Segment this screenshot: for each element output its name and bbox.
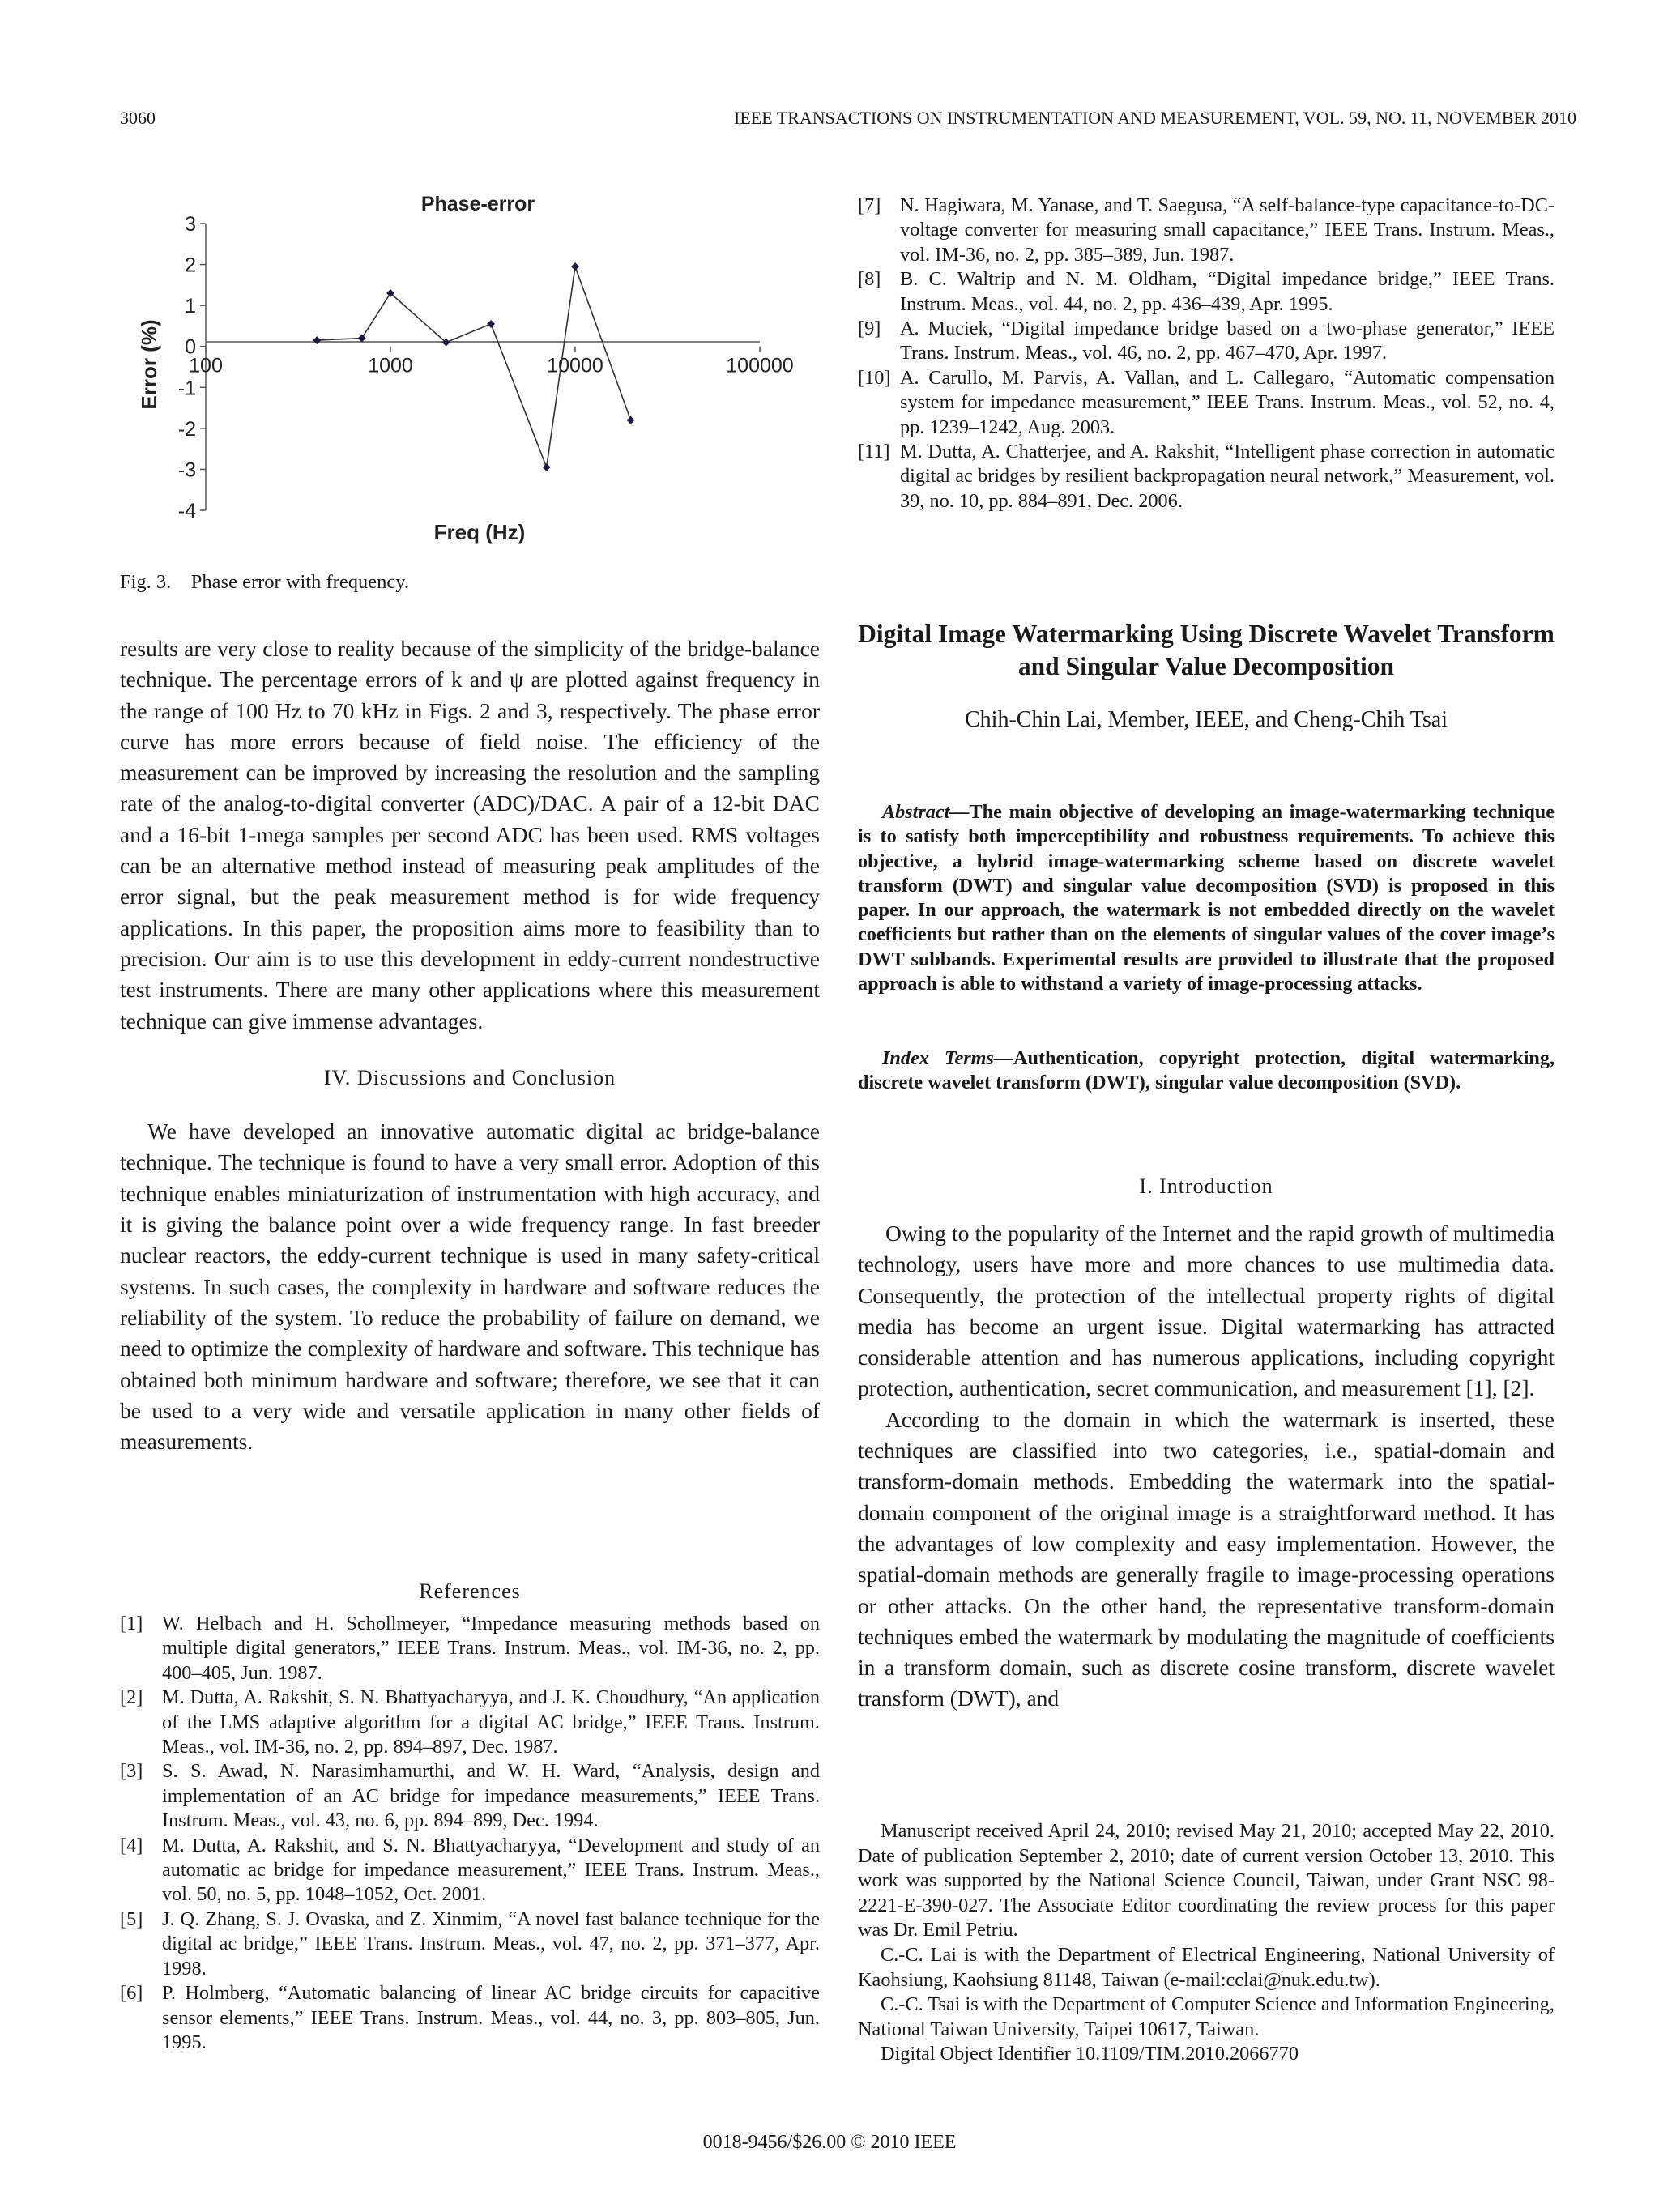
x-tick-label: 10000 [547, 354, 603, 377]
chart-ylabel: Error (%) [137, 319, 161, 410]
reference-item: [10] A. Carullo, M. Parvis, A. Vallan, and L. Callegaro, “Automatic compensation system for impedance measurement,” IEEE Trans. Instrum. Meas., vol. 52, no. 4, pp. 1239–1242, Aug. 2003. [858, 366, 1555, 438]
intro-paragraph-1: Owing to the popularity of the Internet and the rapid growth of multimedia technology, users have more and more chances to use multimedia data. Consequently, the protection of the intellectual property rights of digital media has become an urgent issue. Digital watermarking has attracted considerable attention and has numerous applications, including copyright protection, authentication, secret communication, and measurement [1], [2]. [858, 1221, 1555, 1401]
journal-header: IEEE TRANSACTIONS ON INSTRUMENTATION AND MEASUREMENT, VOL. 59, NO. 11, NOVEMBER 2010 [734, 108, 1576, 128]
paper-title: Digital Image Watermarking Using Discrete Wavelet Transform and Singular Value Decomposition [858, 620, 1555, 680]
left-paragraph-2: We have developed an innovative automatic digital ac bridge-balance technique. The technique is found to have a very small error. Adoption of this technique enables miniaturization of instrumentation with high accuracy, and it is giving the balance point over a wide frequency range. In fast breeder nuclear reactors, the eddy-current technique is used in many safety-critical systems. In such cases, the complexity in hardware and software reduces the reliability of the system. To reduce the probability of failure on demand, we need to optimize the complexity of hardware and software. This technique has obtained both minimum hardware and software; therefore, we see that it can be used to a very wide and versatile application in many other fields of measurements. [120, 1119, 820, 1455]
left-column [120, 633, 820, 1457]
index-terms-text: Authentication, copyright protection, digital watermarking, discrete wavelet transform (DWT), singular value decomposition (SVD). [858, 1047, 1555, 1094]
reference-item: [4] M. Dutta, A. Rakshit, and S. N. Bhattyacharyya, “Development and study of an automatic ac bridge for impedance measurement,” IEEE Trans. Instrum. Meas., vol. 50, no. 5, pp. 1048–1052, Oct. 2001. [120, 1834, 820, 1906]
reference-item: [3] S. S. Awad, N. Narasimhamurthi, and W. H. Ward, “Analysis, design and implementation of an AC bridge for impedance measurements,” IEEE Trans. Instrum. Meas., vol. 43, no. 6, pp. 894–899, Dec. 1994. [120, 1760, 820, 1832]
reference-item: [2] M. Dutta, A. Rakshit, S. N. Bhattyacharyya, and J. K. Choudhury, “An application of the LMS adaptive algorithm for a digital AC bridge,” IEEE Trans. Instrum. Meas., vol. IM-36, no. 2, pp. 894–897, Dec. 1987. [120, 1686, 820, 1758]
y-tick-label: -4 [177, 500, 196, 522]
references-right [858, 194, 1555, 514]
chart-xlabel: Freq (Hz) [433, 520, 526, 544]
y-tick-label: -2 [177, 417, 196, 441]
reference-item: [7] N. Hagiwara, M. Yanase, and T. Saegusa, “A self-balance-type capacitance-to-DC-voltage converter for measuring small capacitance,” IEEE Trans. Instrum. Meas., vol. IM-36, no. 2, pp. 385–389, Jun. 1987. [858, 194, 1555, 266]
section-heading-iv: IV. Discussions and Conclusion [323, 1065, 616, 1089]
copyright-footer: 0018-9456/$26.00 © 2010 IEEE [702, 2132, 957, 2153]
y-tick-label: 3 [185, 213, 196, 236]
page-number: 3060 [120, 108, 156, 128]
y-tick-label: -1 [177, 377, 196, 400]
reference-item: [9] A. Muciek, “Digital impedance bridge based on a two-phase generator,” IEEE Trans. Instrum. Meas., vol. 46, no. 2, pp. 467–470, Apr. 1997. [858, 318, 1555, 364]
y-tick-label: 2 [185, 254, 196, 277]
footnote-manuscript: Manuscript received April 24, 2010; revised May 21, 2010; accepted May 22, 2010. Date of publication September 2, 2010; date of current version October 13, 2010. This work was supported by the National Science Council, Taiwan, under Grant NSC 98-2221-E-390-027. The Associate Editor coordinating the review process for this paper was Dr. Emil Petriu. [858, 1820, 1555, 1941]
reference-item: [8] B. C. Waltrip and N. M. Oldham, “Digital impedance bridge,” IEEE Trans. Instrum. Meas., vol. 44, no. 2, pp. 436–439, Apr. 1995. [858, 268, 1555, 315]
abstract [858, 800, 1555, 996]
footnotes [858, 1819, 1555, 2067]
y-tick-label: -3 [177, 458, 196, 482]
data-point [571, 262, 579, 271]
chart-title: Phase-error [420, 193, 535, 215]
index-terms [858, 1046, 1555, 1096]
data-point [358, 335, 366, 343]
references-heading: References [419, 1579, 521, 1603]
footnote-author1: C.-C. Lai is with the Department of Electrical Engineering, National University of Kaohsiung, Kaohsiung 81148, Taiwan (e-mail:cclai@nuk.edu.tw). [858, 1943, 1555, 1991]
data-point [627, 416, 635, 424]
reference-item: [5] J. Q. Zhang, S. J. Ovaska, and Z. Xinmim, “A novel fast balance technique for the digital ac bridge,” IEEE Trans. Instrum. Meas., vol. 47, no. 2, pp. 371–377, Apr. 1998. [120, 1907, 820, 1980]
footnote-author2: C.-C. Tsai is with the Department of Computer Science and Information Engineering, National Taiwan University, Taipei 10617, Taiwan. [858, 1993, 1555, 2040]
intro-body [858, 1218, 1555, 1715]
left-paragraph-1: results are very close to reality because of the simplicity of the bridge-balance technique. The percentage errors of k and ψ are plotted against frequency in the range of 100 Hz to 70 kHz in Figs. 2 and 3, respectively. The phase error curve has more errors because of field noise. The efficiency of the measurement can be improved by increasing the resolution and the sampling rate of the analog-to-digital converter (ADC)/DAC. A pair of a 12-bit DAC and a 16-bit 1-mega samples per second ADC has been used. RMS voltages can be an alternative method instead of measuring peak amplitudes of the error signal, but the peak measurement method is for wide frequency applications. In this paper, the proposition aims more to feasibility than to precision. Our aim is to use this development in eddy-current nondestructive test instruments. There are many other applications where this measurement technique can give immense advantages. [120, 636, 820, 1034]
y-tick-label: 0 [185, 335, 196, 359]
x-tick-label: 100000 [726, 354, 794, 377]
footnote-doi: Digital Object Identifier 10.1109/TIM.2010.2066770 [881, 2043, 1299, 2065]
y-tick-label: 1 [185, 295, 196, 318]
paper-authors: Chih-Chin Lai, Member, IEEE, and Cheng-Chih Tsai [965, 707, 1448, 732]
data-point [543, 463, 551, 471]
intro-heading: I. Introduction [1139, 1174, 1273, 1198]
x-tick-label: 1000 [368, 354, 413, 377]
index-terms-label: Index Terms— [882, 1047, 1014, 1069]
figure-caption: Fig. 3. Phase error with frequency. [120, 571, 409, 593]
reference-item: [6] P. Holmberg, “Automatic balancing of linear AC bridge circuits for capacitive sensor elements,” IEEE Trans. Instrum. Meas., vol. 44, no. 3, pp. 803–805, Jun. 1995. [120, 1982, 820, 2053]
reference-item: [11] M. Dutta, A. Chatterjee, and A. Rakshit, “Intelligent phase correction in automatic digital ac bridges by resilient backpropagation neural network,” Measurement, vol. 39, no. 10, pp. 884–891, Dec. 2006. [858, 441, 1555, 512]
intro-paragraph-2: According to the domain in which the watermark is inserted, these techniques are classified into two categories, i.e., spatial-domain and transform-domain methods. Embedding the watermark into the spatial-domain component of the original image is a straightforward method. It has the advantages of low complexity and easy implementation. However, the spatial-domain methods are generally fragile to image-processing operations or other attacks. On the other hand, the representative transform-domain techniques embed the watermark by modulating the magnitude of coefficients in a transform domain, such as discrete cosine transform, discrete wavelet transform (DWT), and [858, 1406, 1555, 1711]
reference-item: [1] W. Helbach and H. Schollmeyer, “Impedance measuring methods based on multiple digital generators,” IEEE Trans. Instrum. Meas., vol. IM-36, no. 2, pp. 400–405, Jun. 1987. [120, 1613, 820, 1684]
references-left [120, 1612, 820, 2055]
data-point [313, 336, 321, 344]
x-tick-label: 100 [189, 354, 223, 377]
phase-error-chart [120, 185, 849, 549]
data-point [487, 320, 495, 328]
abstract-text: The main objective of developing an image-watermarking technique is to satisfy both imperceptibility and robustness requirements. To achieve this objective, a hybrid image-watermarking scheme based on discrete wavelet transform (DWT) and singular value decomposition (SVD) is proposed in this paper. In our approach, the watermark is not embedded directly on the wavelet coefficients but rather than on the elements of singular values of the cover image’s DWT subbands. Experimental results are provided to illustrate that the proposed approach is able to withstand a variety of image-processing attacks. [858, 801, 1555, 995]
abstract-label: Abstract— [882, 801, 970, 823]
